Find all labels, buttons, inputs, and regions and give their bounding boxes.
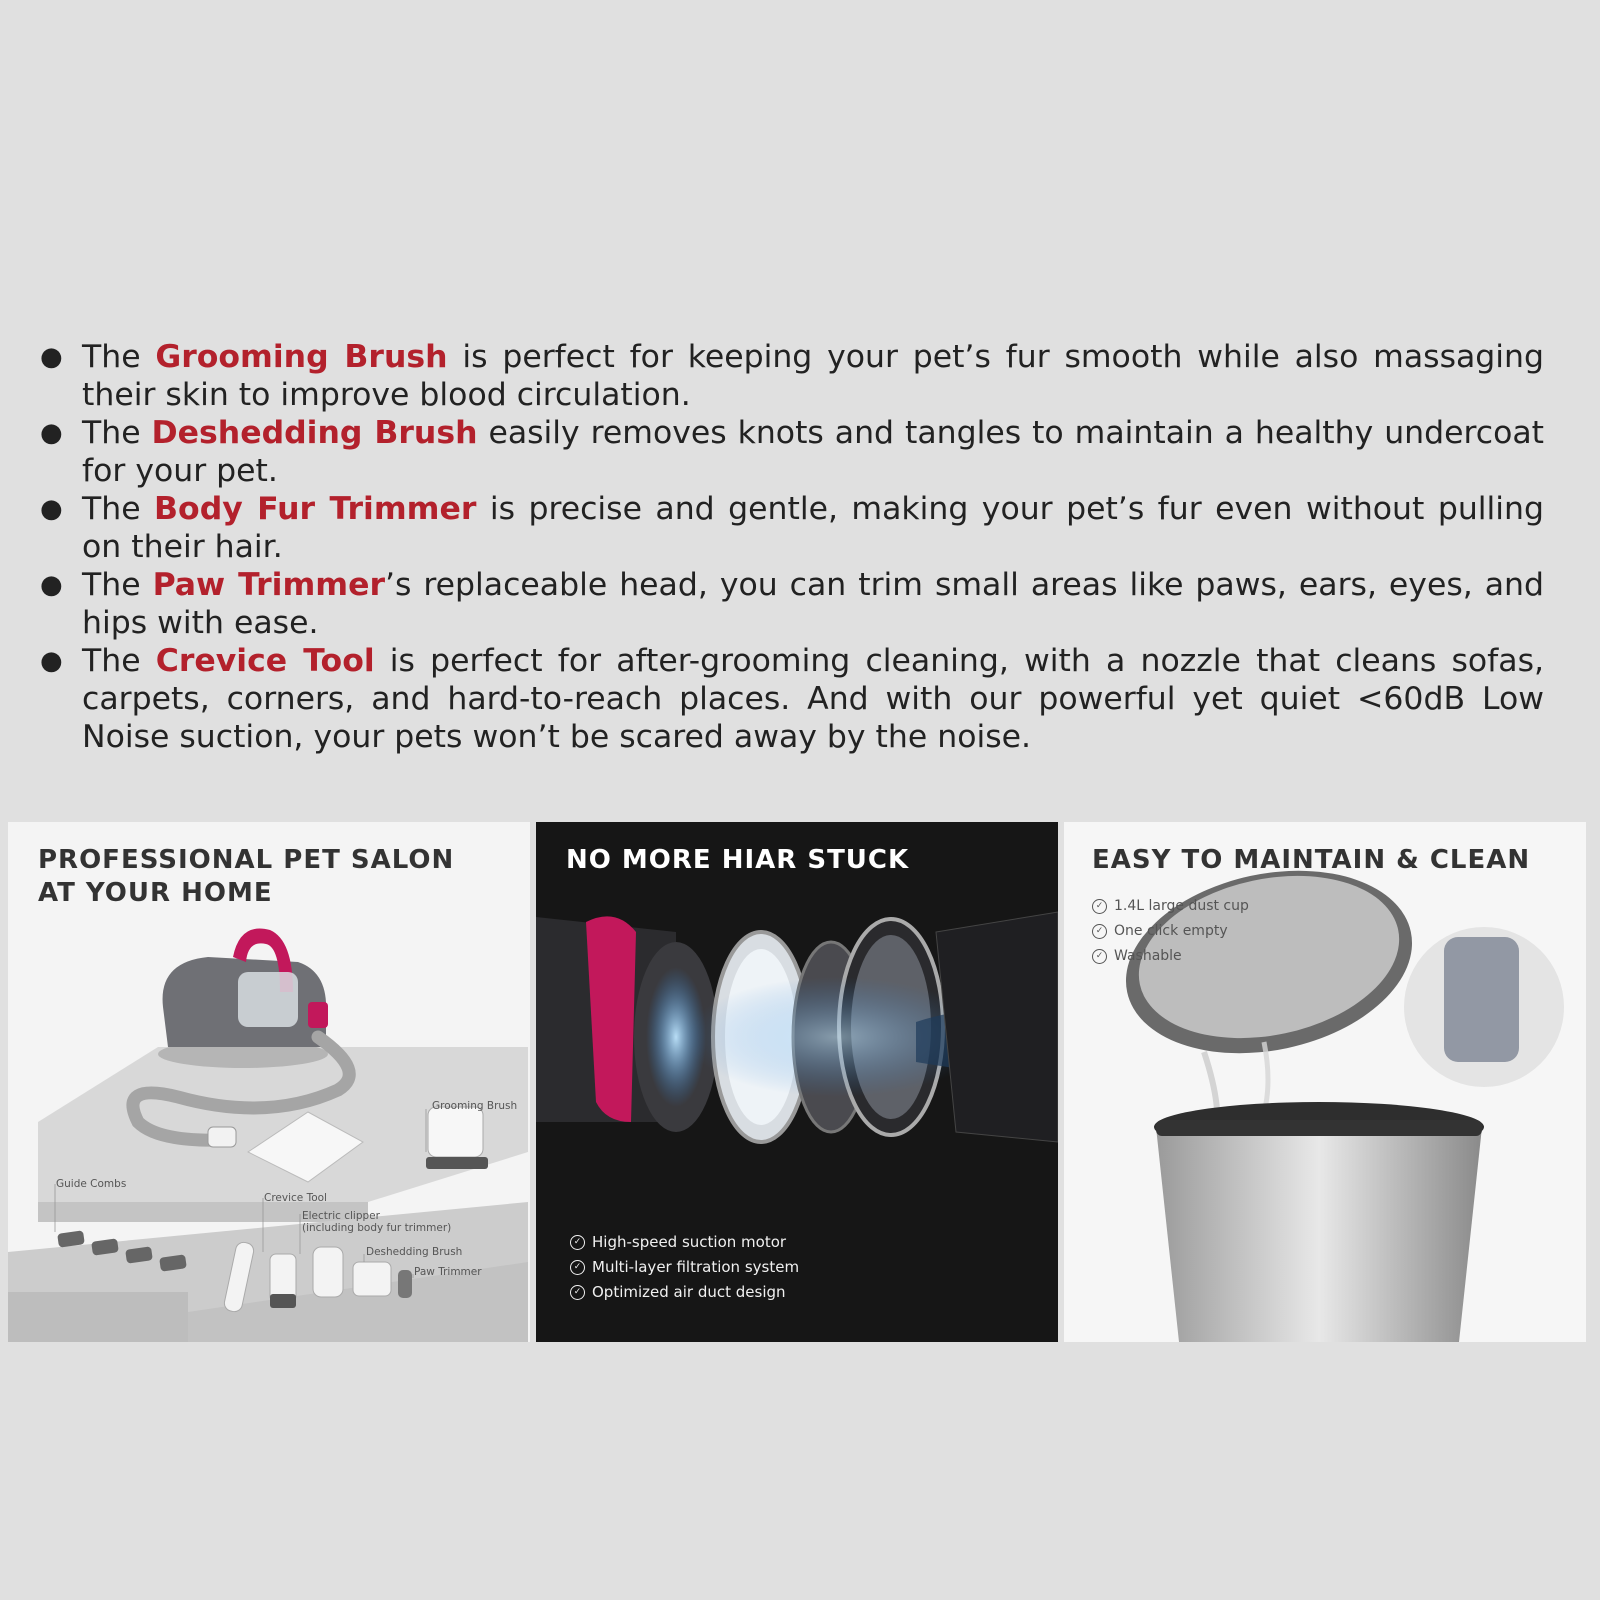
feature-highlight: Paw Trimmer bbox=[152, 567, 385, 603]
maintain-feature-label: Washable bbox=[1114, 948, 1182, 964]
feature-text: is perfect for after-grooming cleaning, with a nozzle that cleans sofas, carpets, corners, and hard-to-reach places. And with our powerful yet quiet <60dB Low Noise suction, your pets won’t be scared away by the noise. bbox=[82, 643, 1544, 755]
feature-text: The bbox=[82, 491, 155, 527]
maintain-feature-item bbox=[1092, 944, 1249, 969]
salon-title-line2: AT YOUR HOME bbox=[38, 878, 273, 908]
feature-item bbox=[36, 490, 1544, 566]
bullet-icon: ● bbox=[40, 646, 63, 676]
check-circle-icon: ✓ bbox=[1092, 899, 1107, 914]
bullet-icon: ● bbox=[40, 418, 63, 448]
salon-title bbox=[38, 844, 454, 910]
suction-feature-item bbox=[570, 1255, 799, 1280]
maintain-feature-label: One click empty bbox=[1114, 923, 1228, 939]
feature-item bbox=[36, 414, 1544, 490]
callout-paw-trimmer: Paw Trimmer bbox=[414, 1266, 482, 1278]
salon-panel bbox=[8, 822, 530, 1342]
feature-highlight: Crevice Tool bbox=[155, 643, 375, 679]
check-circle-icon: ✓ bbox=[1092, 924, 1107, 939]
callout-electric-clipper: Electric clipper bbox=[302, 1210, 380, 1222]
bullet-icon: ● bbox=[40, 570, 63, 600]
bullet-icon: ● bbox=[40, 494, 63, 524]
callout-crevice-tool: Crevice Tool bbox=[264, 1192, 327, 1204]
salon-title-line1: PROFESSIONAL PET SALON bbox=[38, 845, 455, 875]
feature-text: The bbox=[82, 567, 153, 603]
check-circle-icon: ✓ bbox=[570, 1285, 585, 1300]
suction-title: NO MORE HIAR STUCK bbox=[566, 845, 910, 875]
suction-feature-item bbox=[570, 1280, 799, 1305]
feature-highlight: Deshedding Brush bbox=[151, 415, 478, 451]
maintain-title: EASY TO MAINTAIN & CLEAN bbox=[1092, 845, 1531, 875]
callout-guide-combs: Guide Combs bbox=[56, 1178, 127, 1190]
top-blank-area bbox=[0, 0, 1600, 282]
feature-text: The bbox=[82, 415, 152, 451]
check-circle-icon: ✓ bbox=[570, 1260, 585, 1275]
suction-feature-list bbox=[570, 1230, 799, 1305]
feature-text: is perfect for keeping your pet’s fur smooth while also massaging their skin to improve blood circulation. bbox=[82, 339, 1544, 413]
feature-text: The bbox=[82, 643, 156, 679]
check-circle-icon: ✓ bbox=[570, 1235, 585, 1250]
suction-feature-label: Optimized air duct design bbox=[592, 1283, 786, 1301]
feature-text: easily removes knots and tangles to maintain a healthy undercoat for your pet. bbox=[82, 415, 1545, 489]
feature-highlight: Grooming Brush bbox=[155, 339, 448, 375]
maintain-panel bbox=[1064, 822, 1586, 1342]
maintain-feature-list bbox=[1092, 894, 1249, 969]
feature-list bbox=[36, 338, 1544, 756]
maintain-feature-label: 1.4L large dust cup bbox=[1114, 898, 1249, 914]
callout-electric-clipper-sub: (including body fur trimmer) bbox=[302, 1222, 452, 1234]
callout-grooming-brush: Grooming Brush bbox=[432, 1100, 518, 1112]
suction-feature-item bbox=[570, 1230, 799, 1255]
feature-item bbox=[36, 642, 1544, 756]
maintain-feature-item bbox=[1092, 919, 1249, 944]
check-circle-icon: ✓ bbox=[1092, 949, 1107, 964]
maintain-feature-item bbox=[1092, 894, 1249, 919]
suction-feature-label: Multi-layer filtration system bbox=[592, 1258, 800, 1276]
bullet-icon: ● bbox=[40, 342, 63, 372]
callout-deshedding-brush: Deshedding Brush bbox=[366, 1246, 463, 1258]
feature-item bbox=[36, 338, 1544, 414]
feature-text: ’s replaceable head, you can trim small areas like paws, ears, eyes, and hips with ease. bbox=[82, 567, 1544, 641]
feature-highlight: Body Fur Trimmer bbox=[154, 491, 477, 527]
feature-text: is precise and gentle, making your pet’s fur even without pulling on their hair. bbox=[82, 491, 1544, 565]
feature-text: The bbox=[82, 339, 156, 375]
suction-panel bbox=[536, 822, 1058, 1342]
feature-item bbox=[36, 566, 1544, 642]
suction-feature-label: High-speed suction motor bbox=[592, 1233, 787, 1251]
